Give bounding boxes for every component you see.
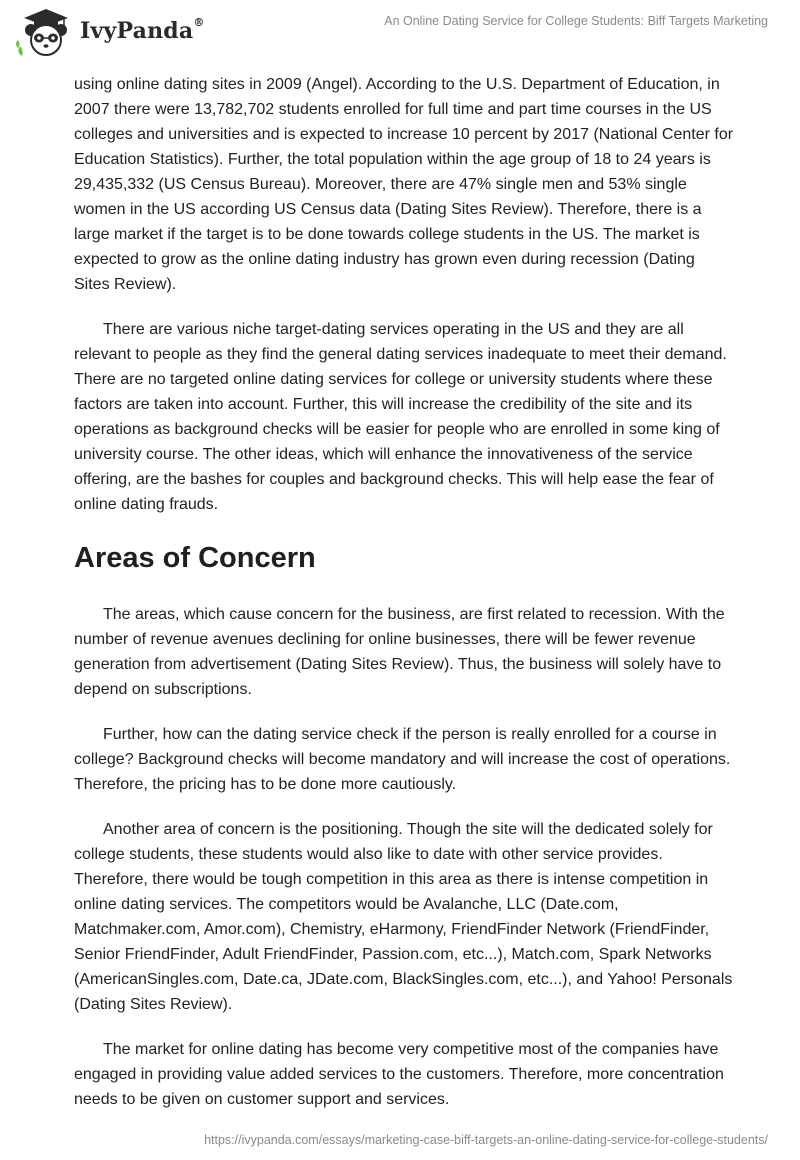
section-heading: Areas of Concern [74,542,316,574]
registered-mark: ® [193,16,205,29]
brand-name[interactable] [80,18,205,44]
paragraph-2: There are various niche target-dating services operating in the US and they are all relevant to people as they find the general dating services inadequate to meet their demand. There are no targeted online dating services for college or university students where these factors are taken into account. Further, this will increase the credibility of the site and its operations as background checks will be easier for people who are enrolled in some king of university course. The other ideas, which will enhance the innovativeness of the service offering, are the bashes for couples and background checks. This will help ease the fear of online dating frauds. [74,321,727,513]
brand-name-text: IvyPanda [80,18,194,44]
paragraph-1: using online dating sites in 2009 (Angel). According to the U.S. Department of Education, in 2007 there were 13,782,702 students enrolled for full time and part time courses in the US colleges and universities and is expected to increase 10 percent by 2017 (National Center for Education Statistics). Further, the total population within the age group of 18 to 24 years is 29,435,332 (US Census Bureau). Moreover, there are 47% single men and 53% single women in the US according US Census data (Dating Sites Review). Therefore, there is a large market if the target is to be done towards college students in the US. The market is expected to grow as the online dating industry has grown even during recession (Dating Sites Review). [74,76,734,293]
paragraph-4: Further, how can the dating service check if the person is really enrolled for a course in college? Background checks will become mandatory and will increase the cost of operations. Therefore, the pricing has to be done more cautiously. [74,726,731,793]
paragraph-6: The market for online dating has become very competitive most of the companies have engaged in providing value added services to the customers. Therefore, more concentration needs to be given on customer support and services. [74,1041,724,1108]
paragraph-5: Another area of concern is the positioning. Though the site will the dedicated solely for college students, these students would also like to date with other service provides. Therefore, there would be tough competition in this area as there is intense competition in online dating services. The competitors would be Avalanche, LLC (Date.com, Matchmaker.com, Amor.com), Chemistry, eHarmony, FriendFinder Network (FriendFinder, Senior FriendFinder, Adult FriendFinder, Passion.com, etc...), Match.com, Spark Networks (AmericanSingles.com, Date.ca, JDate.com, BlackSingles.com, etc...), and Yahoo! Personals (Dating Sites Review). [74,821,733,1013]
page-header [0,0,800,70]
paragraph-3: The areas, which cause concern for the business, are first related to recession. With the number of revenue avenues declining for online businesses, there will be fewer revenue generation from advertisement (Dating Sites Review). Thus, the business will solely have to depend on subscriptions. [74,606,725,698]
panda-logo-icon[interactable] [14,6,76,60]
article-body [74,72,734,1112]
document-title: An Online Dating Service for College Students: Biff Targets Marketing [384,14,768,28]
source-url[interactable]: https://ivypanda.com/essays/marketing-case-biff-targets-an-online-dating-service-for-college-students/ [204,1133,768,1147]
